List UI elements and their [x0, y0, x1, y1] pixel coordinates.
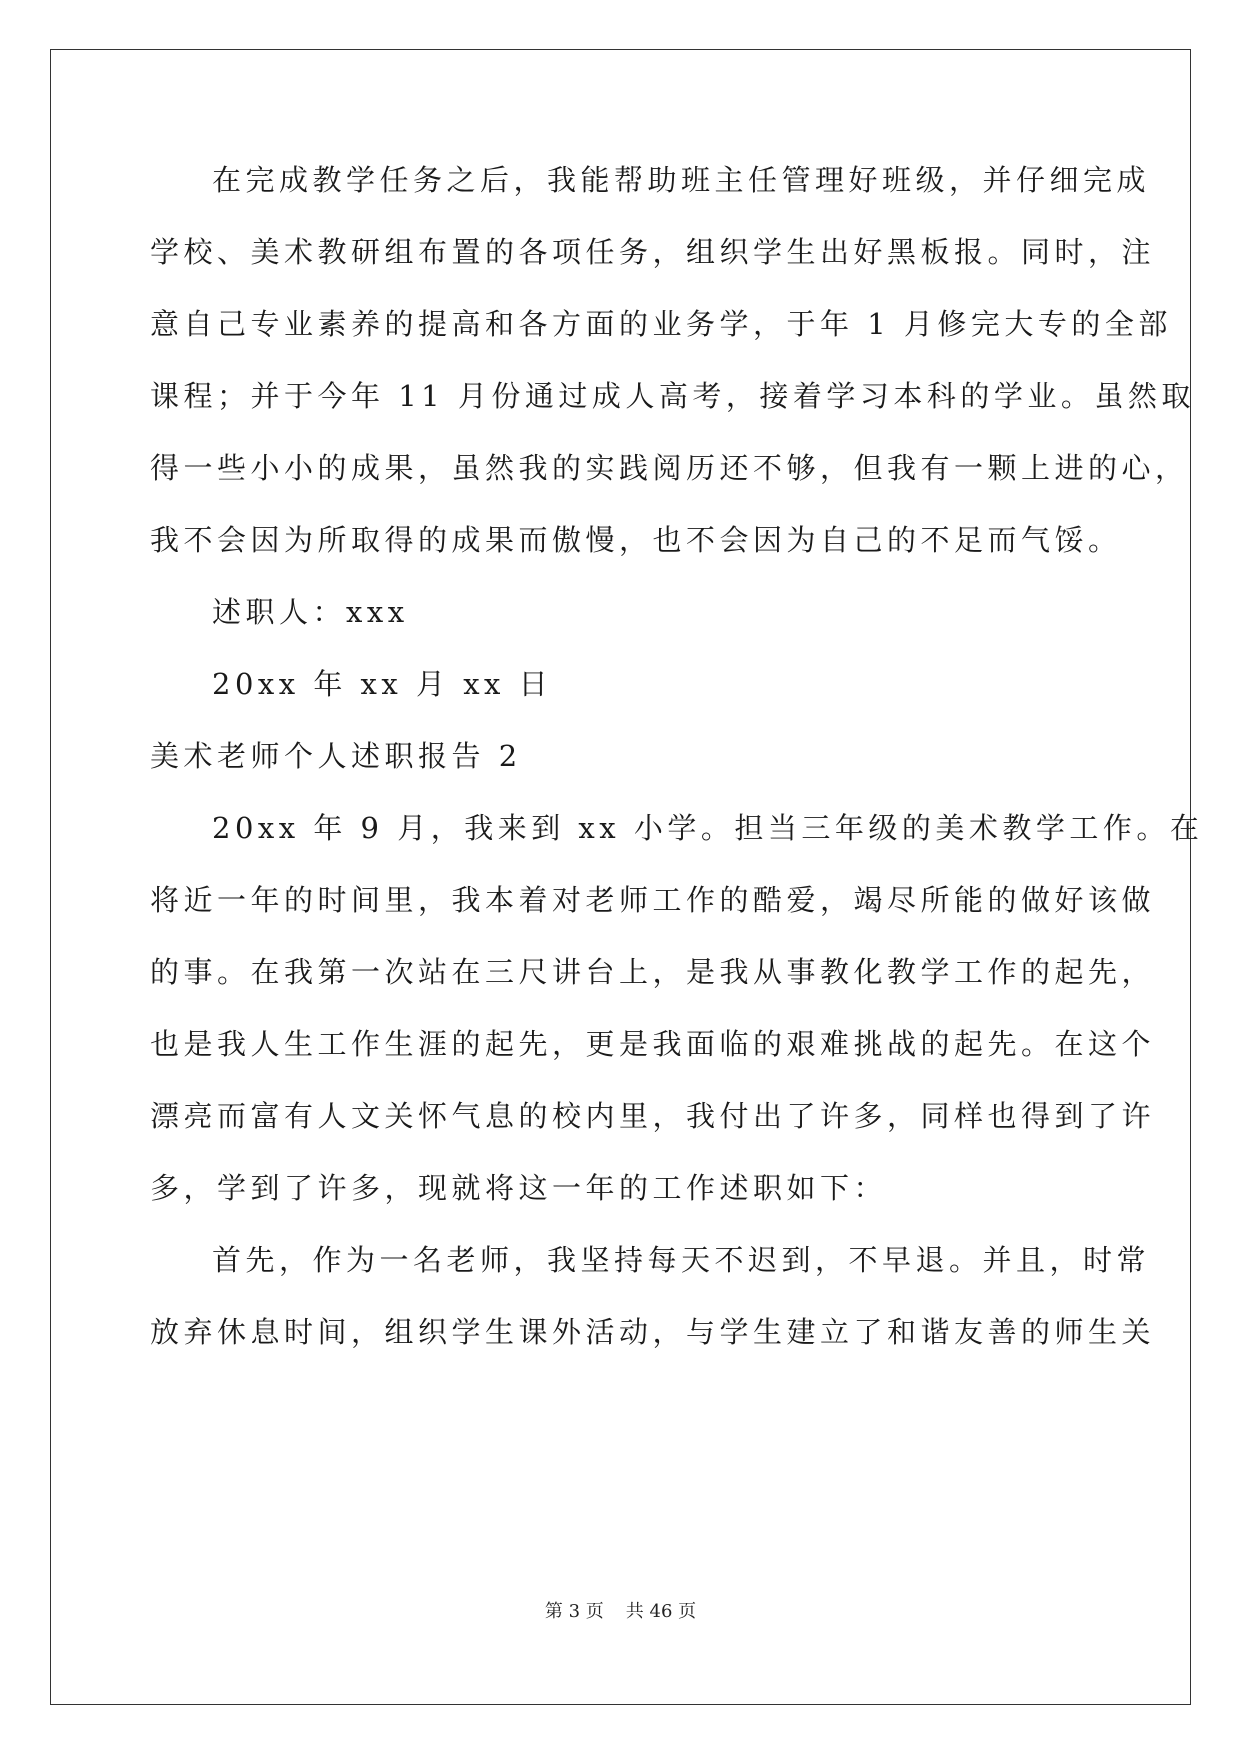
paragraph-line: 放弃休息时间，组织学生课外活动，与学生建立了和谐友善的师生关	[150, 1315, 1156, 1349]
paragraph-line: 课程；并于今年 11 月份通过成人高考，接着学习本科的学业。虽然取	[150, 379, 1195, 413]
paragraph-line: 也是我人生工作生涯的起先，更是我面临的艰难挑战的起先。在这个	[150, 1027, 1156, 1061]
page-border	[50, 49, 1191, 1705]
signature-line: 述职人：xxx	[212, 595, 409, 629]
paragraph-line: 多，学到了许多，现就将这一年的工作述职如下：	[150, 1171, 888, 1205]
paragraph-line: 将近一年的时间里，我本着对老师工作的酷爱，竭尽所能的做好该做	[150, 883, 1156, 917]
paragraph-line: 首先，作为一名老师，我坚持每天不迟到，不早退。并且，时常	[212, 1243, 1151, 1277]
paragraph-line: 在完成教学任务之后，我能帮助班主任管理好班级，并仔细完成	[212, 163, 1151, 197]
paragraph-line: 意自己专业素养的提高和各方面的业务学，于年 1 月修完大专的全部	[150, 307, 1172, 341]
date-line: 20xx 年 xx 月 xx 日	[212, 667, 553, 701]
paragraph-line: 漂亮而富有人文关怀气息的校内里，我付出了许多，同样也得到了许	[150, 1099, 1156, 1133]
paragraph-line: 我不会因为所取得的成果而傲慢，也不会因为自己的不足而气馁。	[150, 523, 1122, 557]
paragraph-line: 20xx 年 9 月，我来到 xx 小学。担当三年级的美术教学工作。在	[212, 811, 1204, 845]
paragraph-line: 学校、美术教研组布置的各项任务，组织学生出好黑板报。同时，注	[150, 235, 1156, 269]
section-title: 美术老师个人述职报告 2	[150, 739, 522, 773]
total-pages: 共 46 页	[625, 1601, 697, 1622]
paragraph-line: 得一些小小的成果，虽然我的实践阅历还不够，但我有一颗上进的心，	[150, 451, 1189, 485]
paragraph-line: 的事。在我第一次站在三尺讲台上，是我从事教化教学工作的起先，	[150, 955, 1156, 989]
page-footer	[0, 1600, 1241, 1624]
page-number: 第 3 页	[544, 1601, 604, 1622]
